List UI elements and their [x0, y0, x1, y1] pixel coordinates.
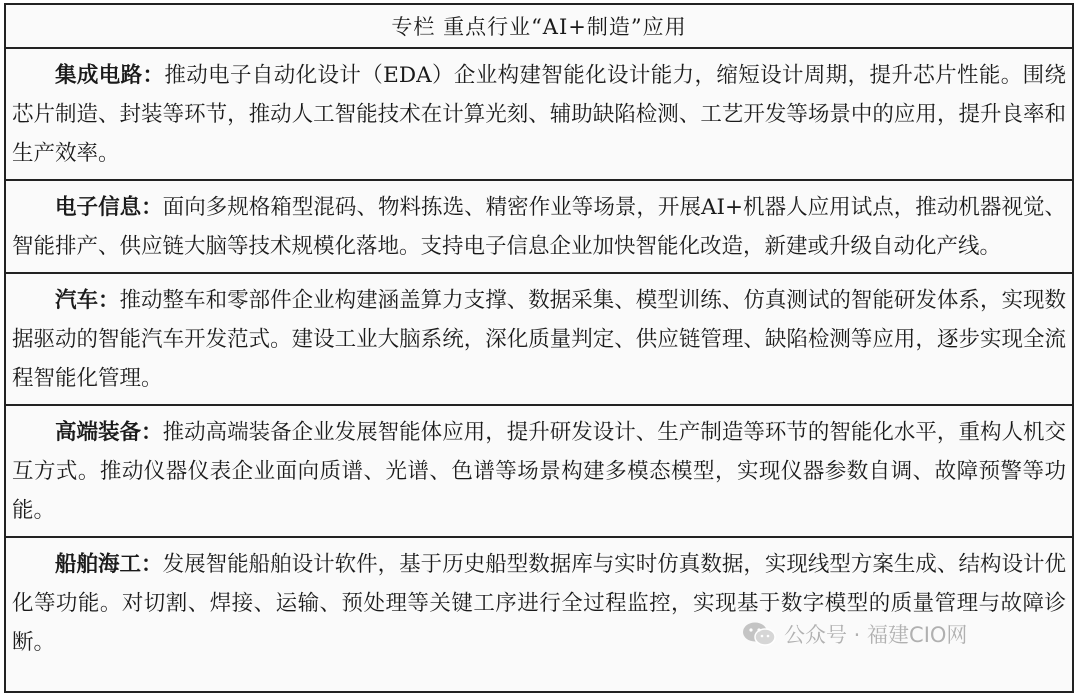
section-paragraph [12, 413, 1066, 530]
watermark-text: 公众号 · 福建CIO网 [784, 623, 968, 647]
section-body: 推动电子自动化设计（EDA）企业构建智能化设计能力，缩短设计周期，提升芯片性能。围绕芯片制造、封装等环节，推动人工智能技术在计算光刻、辅助缺陷检测、工艺开发等场景中的应用，提升良率和生产效率。 [12, 63, 1066, 166]
section-automobile [6, 274, 1072, 406]
feature-box [4, 3, 1074, 693]
section-body: 推动整车和零部件企业构建涵盖算力支撑、数据采集、模型训练、仿真测试的智能研发体系，实现数据驱动的智能汽车开发范式。建设工业大脑系统，深化质量判定、供应链管理、缺陷检测等应用，逐步实现全流程智能化管理。 [12, 288, 1066, 391]
section-paragraph [12, 56, 1066, 173]
section-paragraph [12, 188, 1066, 266]
section-term: 高端装备： [55, 420, 163, 445]
section-integrated-circuit [6, 49, 1072, 181]
section-paragraph [12, 545, 1066, 662]
section-high-end-equipment [6, 406, 1072, 538]
section-body: 发展智能船舶设计软件，基于历史船型数据库与实时仿真数据，实现线型方案生成、结构设计优化等功能。对切割、焊接、运输、预处理等关键工序进行全过程监控，实现基于数字模型的质量管理与故障诊断。 [12, 552, 1066, 655]
box-title: 专栏 重点行业“AI+制造”应用 [6, 5, 1072, 49]
section-term: 汽车： [55, 288, 120, 313]
section-term: 集成电路： [55, 63, 165, 88]
section-electronic-information [6, 181, 1072, 274]
section-term: 电子信息： [55, 195, 163, 220]
section-body: 推动高端装备企业发展智能体应用，提升研发设计、生产制造等环节的智能化水平，重构人机交互方式。推动仪器仪表企业面向质谱、光谱、色谱等场景构建多模态模型，实现仪器参数自调、故障预警等功能。 [12, 420, 1066, 523]
section-body: 面向多规格箱型混码、物料拣选、精密作业等场景，开展AI+机器人应用试点，推动机器视觉、智能排产、供应链大脑等技术规模化落地。支持电子信息企业加快智能化改造，新建或升级自动化产线。 [12, 195, 1066, 259]
section-shipbuilding-offshore [6, 538, 1072, 668]
section-paragraph [12, 281, 1066, 398]
section-term: 船舶海工： [55, 552, 163, 577]
